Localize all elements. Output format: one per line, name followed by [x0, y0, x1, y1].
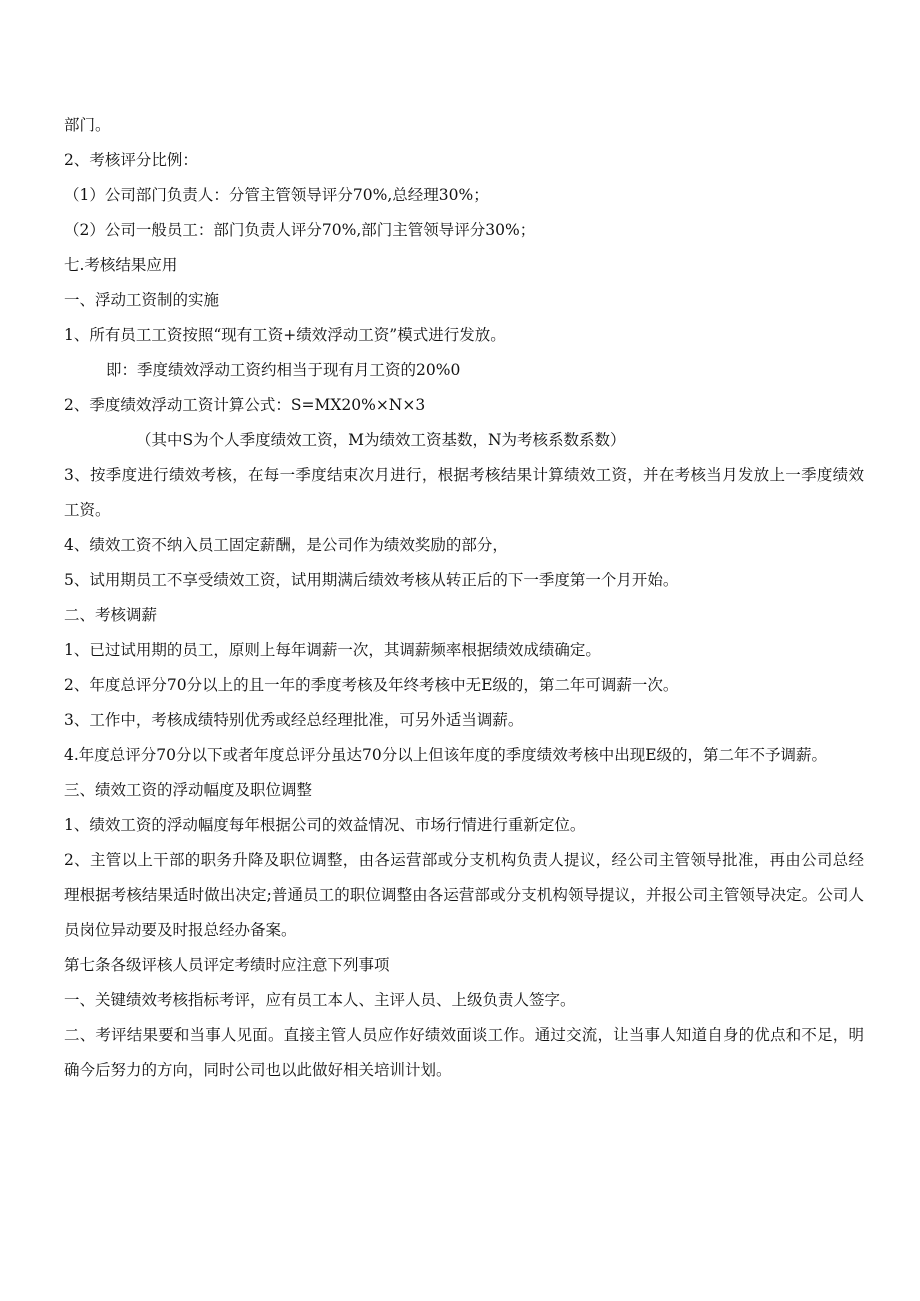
paragraph: 七.考核结果应用: [64, 256, 178, 274]
paragraph: 2、年度总评分70分以上的且一年的季度考核及年终考核中无E级的，第二年可调薪一次。: [64, 676, 679, 694]
paragraph: （1）公司部门负责人：分管主管领导评分70%,总经理30%；: [64, 186, 489, 204]
paragraph: （2）公司一般员工：部门负责人评分70%,部门主管领导评分30%；: [64, 221, 536, 239]
paragraph: 1、绩效工资的浮动幅度每年根据公司的效益情况、市场行情进行重新定位。: [64, 816, 586, 834]
paragraph: 一、浮动工资制的实施: [64, 291, 220, 309]
paragraph: 2、主管以上干部的职务升降及职位调整，由各运营部或分支机构负责人提议，经公司主管领导批准，再由公司总经理根据考核结果适时做出决定;普通员工的职位调整由各运营部或分支机构领导提议，并报公司主管领导决定。公司人员岗位异动要及时报总经办备案。: [64, 851, 864, 939]
paragraph: 4.年度总评分70分以下或者年度总评分虽达70分以上但该年度的季度绩效考核中出现E级的，第二年不予调薪。: [64, 746, 828, 764]
paragraph: 1、所有员工工资按照“现有工资+绩效浮动工资”模式进行发放。: [64, 326, 506, 344]
paragraph: 部门。: [64, 116, 111, 134]
paragraph: 二、考核调薪: [64, 606, 158, 624]
paragraph: 第七条各级评核人员评定考绩时应注意下列事项: [64, 956, 390, 974]
paragraph: 一、关键绩效考核指标考评，应有员工本人、主评人员、上级负责人签字。: [64, 991, 576, 1009]
paragraph: 4、绩效工资不纳入员工固定薪酬，是公司作为绩效奖励的部分，: [64, 536, 508, 554]
paragraph: 2、考核评分比例：: [64, 151, 198, 169]
paragraph: 三、绩效工资的浮动幅度及职位调整: [64, 781, 313, 799]
paragraph: 2、季度绩效浮动工资计算公式：S=MX20%×N×3: [64, 396, 426, 414]
paragraph: 3、按季度进行绩效考核，在每一季度结束次月进行，根据考核结果计算绩效工资，并在考核当月发放上一季度绩效工资。: [64, 466, 864, 519]
paragraph: （其中S为个人季度绩效工资，M为绩效工资基数，N为考核系数系数）: [136, 431, 626, 449]
paragraph: 二、考评结果要和当事人见面。直接主管人员应作好绩效面谈工作。通过交流，让当事人知道自身的优点和不足，明确今后努力的方向，同时公司也以此做好相关培训计划。: [64, 1026, 864, 1079]
paragraph: 1、已过试用期的员工，原则上每年调薪一次，其调薪频率根据绩效成绩确定。: [64, 641, 601, 659]
document-body: [64, 108, 864, 1088]
paragraph: 即：季度绩效浮动工资约相当于现有月工资的20%0: [106, 361, 461, 379]
paragraph: 5、试用期员工不享受绩效工资，试用期满后绩效考核从转正后的下一季度第一个月开始。: [64, 571, 679, 589]
paragraph: 3、工作中，考核成绩特别优秀或经总经理批准，可另外适当调薪。: [64, 711, 524, 729]
